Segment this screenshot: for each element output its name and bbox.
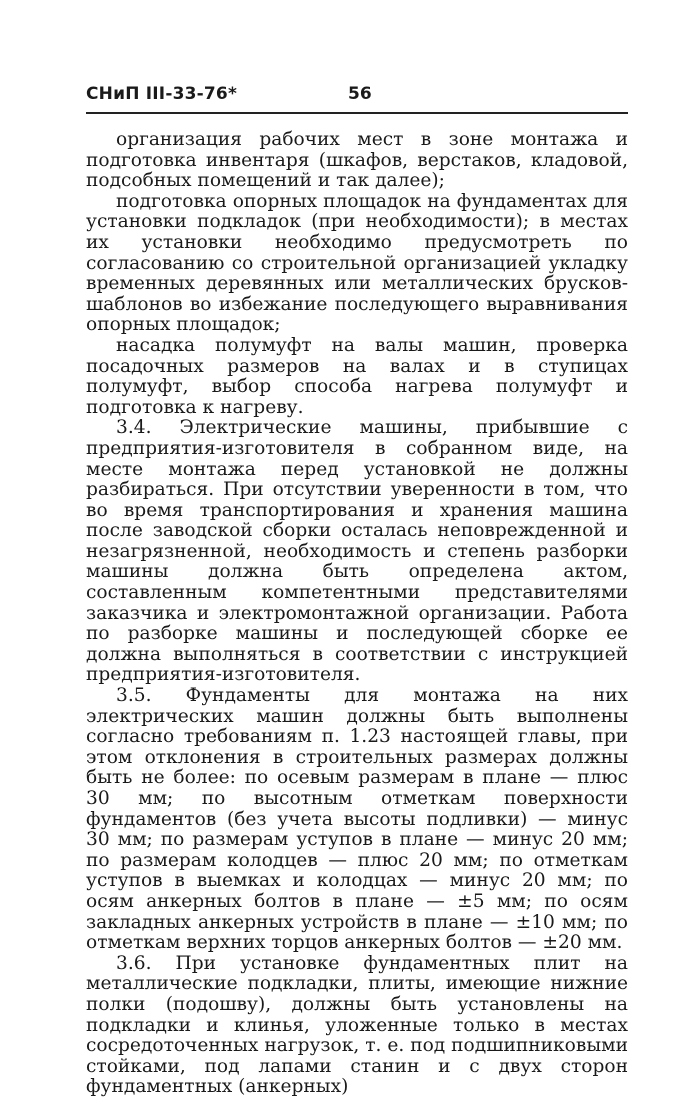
document-code: СНиП III-33-76* (86, 84, 238, 104)
paragraph-text: организация рабочих мест в зоне монтажа и подготовка инвентаря (шкафов, верстаков, кладовой, подсобных помещений и так далее); (86, 129, 628, 192)
header-rule (86, 112, 628, 114)
paragraph-text: Фундаменты для монтажа на них электрических машин должны быть выполнены согласно требованиям п. 1.23 настоящей главы, при этом отклонения в строительных размерах должны быть не более: по осевым размерам в плане — плюс 30 мм; по высотным отметкам поверхности фундаментов (без учета высоты подливки) — минус 30 мм; по размерам уступов в плане — минус 20 мм; по размерам колодцев — плюс 20 мм; по отметкам уступов в выемках и колодцах — минус 20 мм; по осям анкерных болтов в плане — ±5 мм; по осям закладных анкерных устройств в плане — ±10 мм; по отметкам верхних торцов анкерных болтов — ±20 мм. (86, 685, 628, 954)
paragraph-text: насадка полумуфт на валы машин, проверка посадочных размеров на валах и в ступицах полумуфт, выбор способа нагрева полумуфт и подготовка к нагреву. (86, 334, 628, 418)
paragraph-number: 3.6. (116, 952, 152, 974)
paragraph-number: 3.4. (116, 417, 152, 439)
page-number: 56 (348, 84, 372, 104)
paragraph-text: подготовка опорных площадок на фундаментах для установки подкладок (при необходимости); в местах их установки необходимо предусмотреть по согласованию со строительной организацией укладку временных деревянных или металлических брусков-шаблонов во избежание последующего выравнивания опорных площадок; (86, 190, 628, 336)
paragraph-text: При установке фундаментных плит на металлические подкладки, плиты, имеющие нижние полки (подошву), должны быть установлены на подкладки и клинья, уложенные только в местах сосредоточенных нагрузок, т. е. под подшипниковыми стойками, под лапами станин и с двух сторон фундаментных (анкерных) (86, 952, 628, 1098)
paragraph-3-5 (86, 686, 628, 954)
paragraph-workplace (86, 130, 628, 192)
paragraph-3-4 (86, 418, 628, 686)
page-body (86, 130, 628, 1098)
paragraph-3-6 (86, 954, 628, 1098)
paragraph-number: 3.5. (116, 685, 152, 707)
paragraph-support-pads (86, 192, 628, 336)
page-header (86, 84, 628, 110)
paragraph-coupling (86, 336, 628, 418)
paragraph-text: Электрические машины, прибывшие с предприятия-изготовителя в собранном виде, на месте монтажа перед установкой не должны разбираться. При отсутствии уверенности в том, что во время транспортирования и хранения машина после заводской сборки осталась неповрежденной и незагрязненной, необходимость и степень разборки машины должна быть определена актом, составленным компетентными представителями заказчика и электромонтажной организации. Работа по разборке машины и последующей сборке ее должна выполняться в соответствии с инструкцией предприятия-изготовителя. (86, 417, 628, 686)
